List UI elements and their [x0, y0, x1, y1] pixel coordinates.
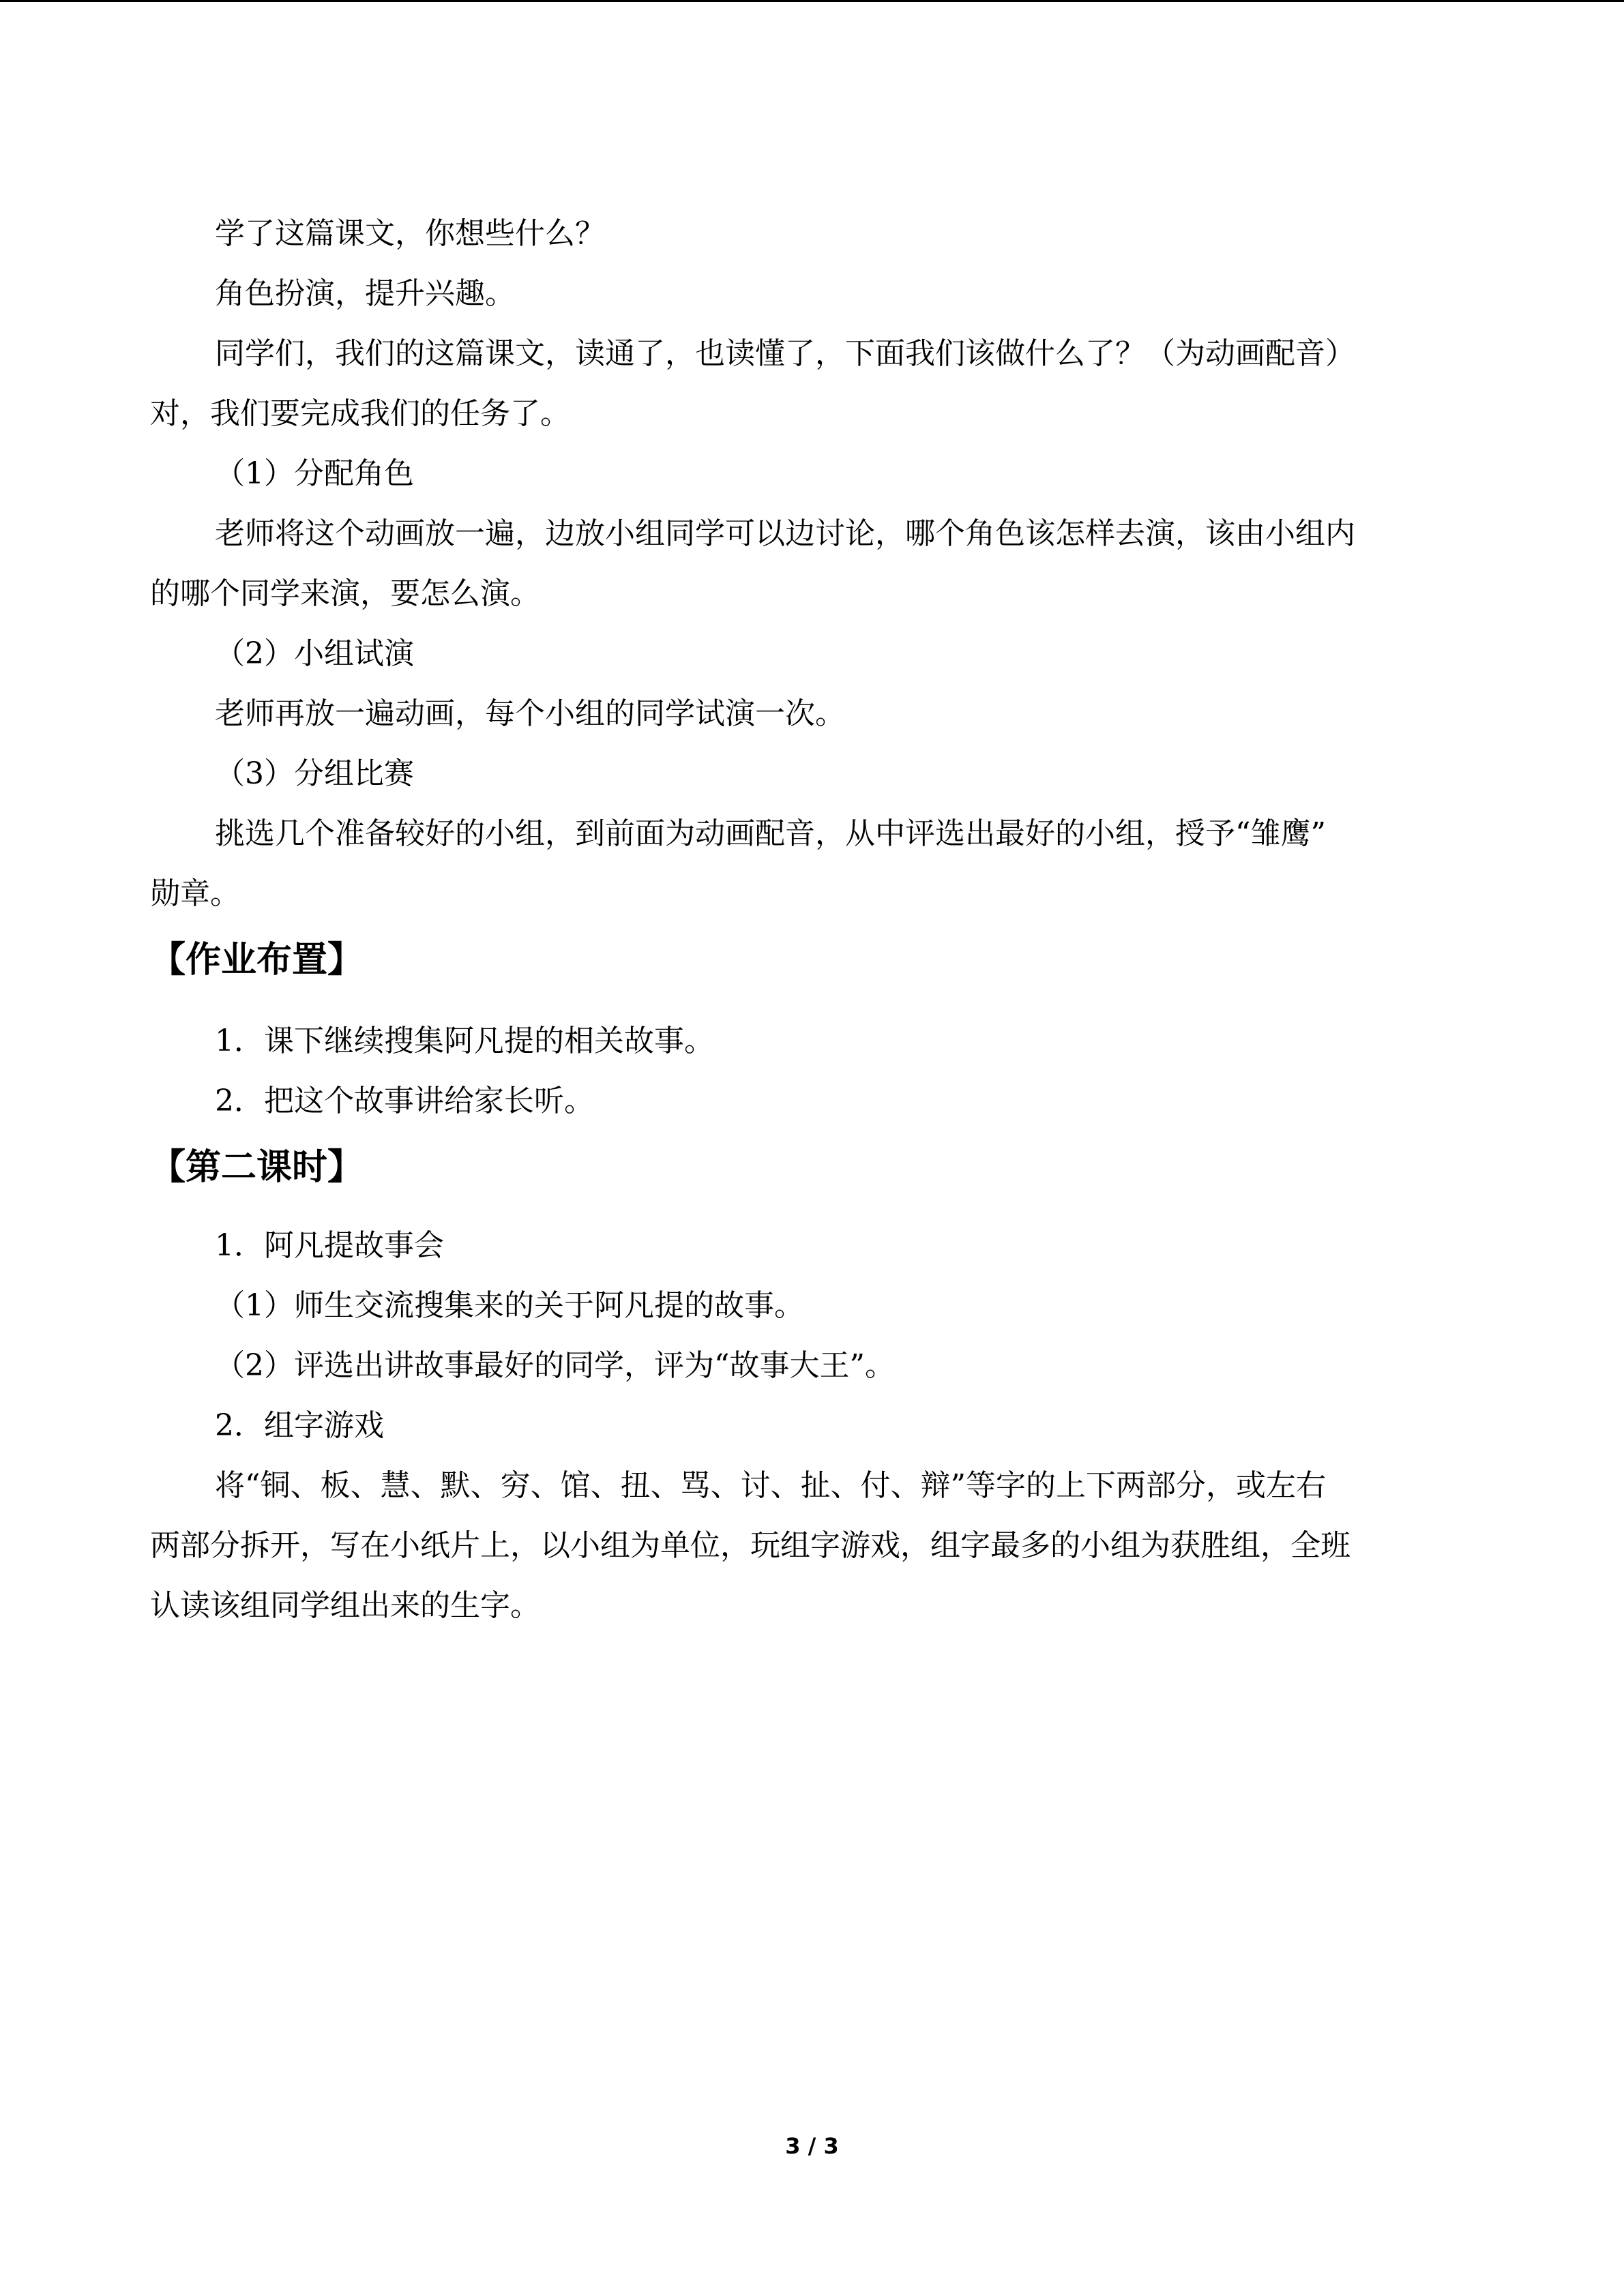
list-item: 1．阿凡提故事会: [215, 1228, 444, 1263]
paragraph-line: 认读该组同学组出来的生字。: [150, 1588, 540, 1623]
subsection-label: （3）分组比赛: [215, 756, 414, 791]
paragraph-line: 挑选几个准备较好的小组，到前面为动画配音，从中评选出最好的小组，授予“雏鹰”: [215, 816, 1326, 851]
homework-item: 2．把这个故事讲给家长听。: [215, 1084, 594, 1118]
paragraph-line: 老师将这个动画放一遍，边放小组同学可以边讨论，哪个角色该怎样去演，该由小组内: [215, 516, 1355, 551]
paragraph-line: 的哪个同学来演，要怎么演。: [150, 576, 540, 611]
subsection-label: （2）小组试演: [215, 636, 414, 671]
paragraph-line: 勋章。: [150, 876, 240, 911]
homework-item: 1．课下继续搜集阿凡提的相关故事。: [215, 1024, 714, 1058]
subsection-label: （1）分配角色: [215, 456, 414, 491]
list-subitem: （2）评选出讲故事最好的同学，评为“故事大王”。: [215, 1348, 895, 1383]
paragraph-line: 对，我们要完成我们的任务了。: [150, 396, 570, 431]
paragraph-line: 老师再放一遍动画，每个小组的同学试演一次。: [215, 696, 845, 731]
page-top-border: [0, 0, 1624, 2]
paragraph-line: 同学们，我们的这篇课文，读通了，也读懂了，下面我们该做什么了？（为动画配音）: [215, 336, 1355, 371]
paragraph-line: 学了这篇课文，你想些什么？: [215, 216, 605, 251]
homework-heading: 【作业布置】: [150, 940, 364, 981]
paragraph-line: 角色扮演，提升兴趣。: [215, 276, 515, 311]
paragraph-line: 将“铜、板、慧、默、穷、馆、扭、骂、讨、扯、付、辩”等字的上下两部分，或左右: [215, 1468, 1326, 1503]
paragraph-line: 两部分拆开，写在小纸片上，以小组为单位，玩组字游戏，组字最多的小组为获胜组，全班: [150, 1528, 1350, 1563]
second-lesson-heading: 【第二课时】: [150, 1147, 364, 1188]
page-number: 3 / 3: [785, 2133, 839, 2159]
list-item: 2．组字游戏: [215, 1408, 384, 1443]
list-subitem: （1）师生交流搜集来的关于阿凡提的故事。: [215, 1288, 804, 1323]
